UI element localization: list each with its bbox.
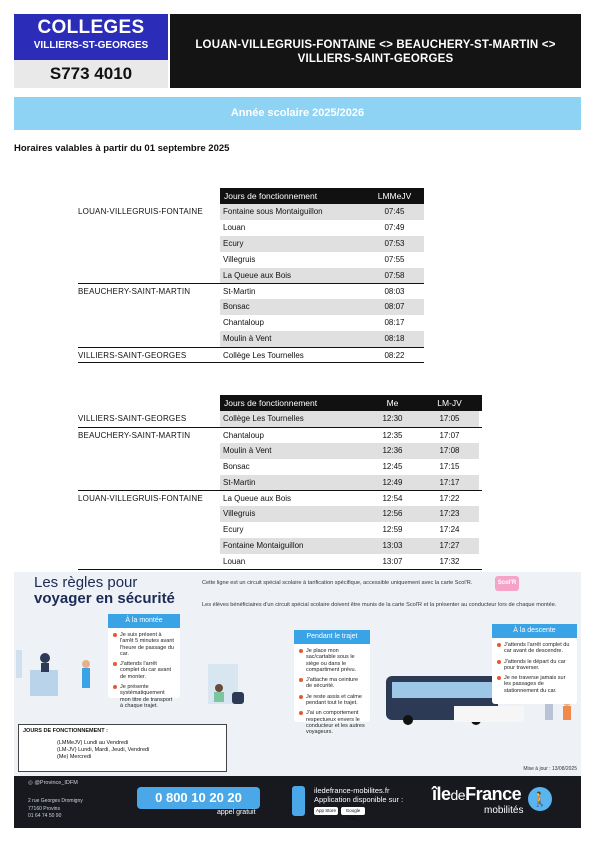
time-cell: 12:35	[382, 430, 403, 440]
stop-name: La Queue aux Bois	[223, 494, 292, 504]
social-handle-text: @Province_IDFM	[34, 780, 78, 786]
rule-item: Je ne traverse jamais sur les passages de stationnement du car.	[497, 675, 572, 694]
stop-name: Ecury	[220, 236, 365, 252]
table-row	[78, 283, 424, 299]
commune-label: LOUAN-VILLEGRUIS-FONTAINE	[78, 207, 203, 216]
card-exit	[492, 624, 577, 704]
time-cell: 08:03	[384, 287, 405, 297]
commune-label	[78, 538, 220, 554]
social-handle[interactable]	[28, 780, 78, 787]
table-row	[78, 331, 424, 347]
free-phone-number[interactable]: 0 800 10 20 20	[137, 787, 260, 809]
table-row	[78, 220, 424, 236]
phone-line: 01 64 74 50 90	[28, 813, 62, 819]
stop-name: Bonsac	[220, 299, 365, 315]
commune-label	[78, 268, 220, 284]
safety-title	[34, 575, 175, 607]
commune-label	[78, 522, 220, 538]
timetable-return	[78, 395, 482, 570]
walker-icon: 🚶	[528, 787, 552, 811]
rule-item: J'attends l'arrêt complet du car avant de monter.	[113, 661, 175, 680]
table-row	[78, 538, 482, 554]
time-cell: 12:56	[365, 506, 420, 522]
route-line-2: VILLIERS-SAINT-GEORGES	[297, 53, 454, 65]
store-badges	[314, 807, 365, 821]
table-row	[78, 299, 424, 315]
stop-name: Louan	[223, 557, 246, 567]
update-date: Mise à jour : 13/08/2025	[523, 766, 577, 772]
logo-part: de	[450, 787, 466, 803]
card-boarding	[108, 614, 180, 709]
days-legend	[18, 724, 227, 772]
table-row	[78, 475, 482, 491]
safety-title-line2: voyager en sécurité	[34, 590, 175, 607]
timetable-outbound	[78, 188, 424, 363]
time-cell: 13:03	[365, 538, 420, 554]
stop-name: Bonsac	[223, 461, 250, 471]
safety-panel	[14, 572, 581, 776]
social-icon: ◎	[28, 780, 35, 786]
stop-name: Chantaloup	[223, 318, 264, 328]
stop-name: Moulin à Vent	[220, 331, 365, 347]
stop-name: Fontaine sous Montaiguillon	[220, 204, 365, 220]
stop-name: Collège Les Tournelles	[223, 351, 304, 361]
table-row	[78, 236, 424, 252]
time-cell: 17:07	[439, 430, 460, 440]
table-row	[78, 252, 424, 268]
table-row	[78, 459, 482, 475]
table-row	[78, 204, 424, 220]
commune-label	[78, 506, 220, 522]
website-block	[314, 786, 403, 804]
website-link[interactable]: iledefrance-mobilites.fr	[314, 786, 390, 795]
student-icon	[82, 668, 90, 688]
time-cell: 07:58	[365, 268, 424, 284]
table-row	[78, 490, 482, 506]
table-row	[78, 411, 482, 427]
days-legend-item: (Me) Mercredi	[57, 754, 92, 760]
table-row	[78, 522, 482, 538]
commune-label: VILLIERS-SAINT-GEORGES	[78, 414, 187, 423]
driver-icon	[40, 653, 50, 663]
commune-label: LOUAN-VILLEGRUIS-FONTAINE	[78, 494, 203, 504]
safety-title-line1: Les règles pour	[34, 574, 138, 591]
time-cell: 07:55	[384, 254, 405, 264]
time-cell: 08:17	[384, 318, 405, 328]
stop-name: St-Martin	[223, 287, 256, 297]
time-cell: 12:36	[365, 443, 420, 459]
commune-label: BEAUCHERY-SAINT-MARTIN	[78, 430, 191, 440]
stop-name: La Queue aux Bois	[220, 268, 365, 284]
time-cell: 17:05	[420, 411, 479, 427]
header-days-code: LMMeJV	[377, 191, 412, 201]
time-cell: 17:08	[420, 443, 479, 459]
time-cell: 17:24	[439, 525, 460, 535]
app-available-text: Application disponible sur :	[314, 795, 404, 804]
town-label: VILLIERS-ST-GEORGES	[33, 40, 149, 51]
time-cell: 07:45	[365, 204, 424, 220]
stop-name: Collège Les Tournelles	[220, 411, 365, 427]
logo-part: île	[432, 784, 451, 804]
commune-label	[78, 315, 220, 331]
card-boarding-title: À la montée	[108, 614, 180, 628]
time-cell: 12:59	[382, 525, 403, 535]
idf-mobilites-logo	[432, 784, 521, 805]
stop-name: Ecury	[223, 525, 244, 535]
rule-item: Je reste assis et calme pendant tout le trajet.	[299, 694, 365, 707]
commune-label	[78, 554, 220, 569]
time-cell: 07:53	[365, 236, 424, 252]
table-row	[78, 506, 482, 522]
rule-item: J'attends l'arrêt complet du car avant de descendre.	[497, 642, 572, 655]
contact-address	[28, 798, 83, 821]
category-label: COLLEGES	[37, 17, 145, 38]
logo-subtitle: mobilités	[484, 805, 524, 816]
days-legend-title: JOURS DE FONCTIONNEMENT :	[23, 728, 108, 734]
table-header	[220, 395, 482, 411]
card-during-title: Pendant le trajet	[294, 630, 370, 644]
header-days: Jours de fonctionnement	[224, 398, 318, 408]
rule-item: Je place mon sac/cartable sous le siège ou dans le compartiment prévu.	[299, 648, 365, 673]
time-cell: 08:22	[384, 351, 405, 361]
commune-label	[78, 443, 220, 459]
commune-label	[78, 331, 220, 347]
table-row	[78, 315, 424, 331]
commune-label	[78, 459, 220, 475]
rule-item: J'attache ma ceinture de sécurité.	[299, 677, 365, 690]
commune-label	[78, 220, 220, 236]
logo-part: France	[465, 784, 522, 804]
days-legend-item: (LM-JV) Lundi, Mardi, Jeudi, Vendredi	[57, 747, 150, 753]
app-store-badge[interactable]: App Store	[315, 808, 336, 813]
route-line-1: LOUAN-VILLEGRUIS-FONTAINE <> BEAUCHERY-ST-MARTIN <>	[195, 39, 556, 51]
rule-item: J'ai un comportement respectueux envers le conducteur et les autres voyageurs.	[299, 710, 365, 735]
ticket-desk-icon	[30, 670, 58, 696]
commune-label	[78, 475, 220, 491]
commune-label	[78, 236, 220, 252]
commune-label: BEAUCHERY-SAINT-MARTIN	[78, 287, 191, 297]
table-row	[78, 268, 424, 284]
rule-item: Je suis présent à l'arrêt 5 minutes avant l'heure de passage du car.	[113, 632, 175, 657]
header-days-me: Me	[386, 398, 399, 408]
stop-name: Moulin à Vent	[220, 443, 365, 459]
address-line: 77160 Provins	[28, 805, 60, 812]
stop-name: Villegruis	[223, 254, 256, 264]
time-cell: 13:07	[382, 557, 403, 567]
days-legend-item: (LMMeJV) Lundi au Vendredi	[57, 740, 129, 746]
table-header	[220, 188, 424, 204]
seated-student-icon	[215, 684, 223, 692]
table-row	[78, 347, 424, 363]
time-cell: 08:07	[365, 299, 424, 315]
time-cell: 12:49	[365, 475, 420, 491]
commune-label	[78, 252, 220, 268]
time-cell: 07:49	[384, 222, 405, 232]
google-play-badge[interactable]: Google Play	[341, 807, 365, 815]
table-row	[78, 427, 482, 443]
rule-item: J'attends le départ du car pour traverser.	[497, 659, 572, 672]
line-code: S773 4010	[14, 60, 168, 88]
time-cell: 12:30	[365, 411, 420, 427]
time-cell: 17:22	[439, 494, 460, 504]
stop-name: Louan	[223, 222, 246, 232]
time-cell: 12:45	[382, 461, 403, 471]
table-row	[78, 554, 482, 570]
footer	[14, 776, 581, 828]
commune-label	[78, 299, 220, 315]
time-cell: 17:27	[420, 538, 479, 554]
intro-text-1: Cette ligne est un circuit spécial scolaire à tarification spécifique, accessible uniquement avec la carte Scol'R.	[202, 580, 473, 586]
time-cell: 08:18	[365, 331, 424, 347]
header-days: Jours de fonctionnement	[224, 191, 318, 201]
free-call-note: appel gratuit	[217, 809, 256, 816]
card-during	[294, 630, 370, 736]
category-box	[14, 14, 168, 60]
commune-label: VILLIERS-SAINT-GEORGES	[78, 351, 187, 361]
stop-name: Fontaine Montaiguillon	[220, 538, 365, 554]
time-cell: 17:15	[439, 461, 460, 471]
school-year-banner: Année scolaire 2025/2026	[14, 97, 581, 130]
route-title	[170, 14, 581, 88]
scolr-pass-icon: Scol'R	[495, 576, 519, 591]
time-cell: 17:23	[420, 506, 479, 522]
table-row	[78, 443, 482, 459]
stop-name: Villegruis	[220, 506, 365, 522]
intro-text-2: Les élèves bénéficiaires d'un circuit spécial scolaire doivent être munis de la carte Scol'R et la présenter au conducteur lors de chaque montée.	[202, 602, 557, 608]
address-line: 2 rue Georges Dromigny	[28, 798, 83, 804]
rule-item: Je présente systématiquement mon titre de transport à chaque trajet.	[113, 684, 175, 709]
stop-name: St-Martin	[220, 475, 365, 491]
time-cell: 12:54	[382, 494, 403, 504]
validity-note: Horaires valables à partir du 01 septembre 2025	[14, 143, 230, 154]
header-days-lmjv: LM-JV	[437, 398, 462, 408]
crosswalk-icon	[454, 706, 524, 722]
card-exit-title: À la descente	[492, 624, 577, 638]
time-cell: 17:17	[420, 475, 479, 491]
time-cell: 17:32	[439, 557, 460, 567]
stop-name: Chantaloup	[223, 430, 264, 440]
smartphone-icon	[292, 786, 305, 816]
